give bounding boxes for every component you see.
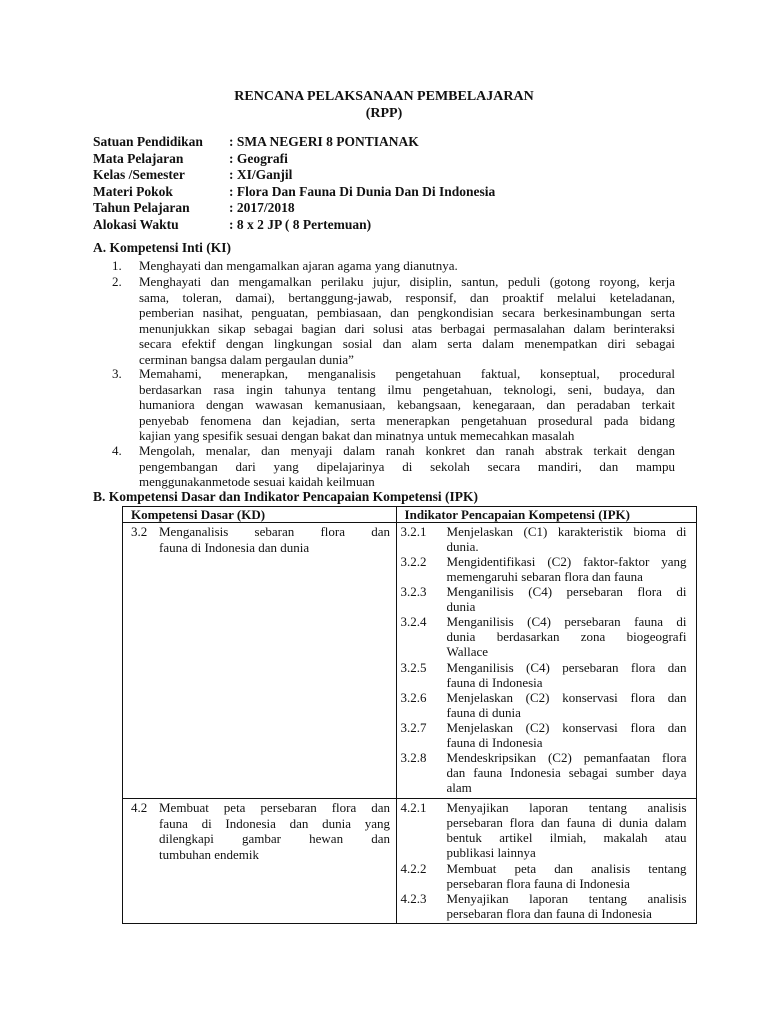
ipk-line: alam (446, 780, 472, 795)
ipk-text (447, 891, 687, 921)
ipk-line: Menjelaskan (C1) karakteristik bioma di (446, 524, 687, 539)
ki-line: berdasarkan rasa ingin tahunya tentang ilmu pengetahuan, teknologi, seni, budaya, dan (139, 381, 675, 397)
identity-row (93, 167, 495, 184)
document-title: RENCANA PELAKSANAAN PEMBELAJARAN (234, 89, 534, 104)
ki-line: Mengolah, menalar, dan menyaji dalam ranah konkret dan ranah abstrak terkait dengan (139, 443, 675, 458)
ki-line: Menghayati dan mengamalkan ajaran agama yang dianutnya. (139, 258, 458, 273)
section-b-heading: B. Kompetensi Dasar dan Indikator Pencapaian Kompetensi (IPK) (93, 489, 479, 504)
ki-line: humaniora dengan wawasan kemanusiaan, kebangsaan, kenegaraan, dan peradaban terkait (139, 397, 675, 413)
ki-line: secara efektif dengan lingkungan sosial dan alam serta dalam menempatkan diri sebagai (139, 336, 675, 352)
ipk-text (447, 720, 687, 750)
ipk-item (397, 660, 696, 690)
column-header-ipk: Indikator Pencapaian Kompetensi (IPK) (396, 507, 696, 523)
ipk-line: Wallace (446, 644, 489, 659)
identity-value: : Flora Dan Fauna Di Dunia Dan Di Indonesia (229, 183, 496, 199)
ipk-item (397, 750, 696, 796)
identity-label: Mata Pelajaran (93, 150, 184, 166)
identity-label: Satuan Pendidikan (93, 134, 203, 149)
ipk-code: 3.2.4 (400, 614, 427, 629)
identity-row (93, 200, 495, 217)
kd-code: 3.2 (131, 524, 148, 539)
ki-item (112, 366, 675, 444)
kd-code: 4.2 (131, 800, 148, 815)
kd-line: Membuat peta persebaran flora dan (159, 800, 390, 815)
kd-text (159, 800, 390, 862)
ki-number: 2. (112, 274, 122, 289)
ki-line: Memahami, menerapkan, menganalisis pengetahuan faktual, konseptual, procedural (139, 366, 675, 381)
ipk-line: dan fauna Indonesia sebagai sumber daya (446, 765, 687, 780)
ki-line: penyebab fenomena dan kejadian, serta menerapkan pengetahuan prosedural pada bidang (139, 412, 675, 428)
ipk-code: 4.2.1 (400, 800, 427, 815)
ipk-line: Menganilisis (C4) persebaran fauna di (446, 614, 687, 629)
identity-row (93, 151, 495, 168)
ipk-item (397, 690, 696, 720)
identity-value: : 2017/2018 (229, 200, 295, 215)
ipk-code: 3.2.6 (400, 690, 427, 705)
ipk-item (397, 554, 696, 584)
ipk-line: fauna di dunia (446, 705, 521, 720)
identity-row (93, 217, 495, 234)
ki-item (112, 443, 675, 490)
ipk-item (397, 861, 696, 891)
document-subtitle: (RPP) (365, 106, 403, 121)
ipk-line: dunia. (446, 539, 479, 554)
ipk-text (447, 554, 687, 584)
ipk-text (447, 614, 687, 659)
identity-value: : 8 x 2 JP ( 8 Pertemuan) (229, 216, 372, 232)
ipk-line: Menyajikan laporan tentang analisis (446, 800, 687, 815)
ki-line: sama, toleran, damai), bertanggung-jawab, responsif, dan proaktif melalui keteladanan, (139, 289, 675, 305)
ipk-item (397, 800, 696, 861)
identity-label: Kelas /Semester (93, 167, 185, 182)
ki-line: menunjukkan sikap sebagai bagian dari solusi atas berbagai permasalahan dalam berinteraksi (139, 320, 675, 336)
ki-item (112, 258, 675, 274)
ipk-code: 3.2.5 (400, 660, 427, 675)
ipk-line: fauna di Indonesia (446, 675, 543, 690)
ipk-text (447, 584, 687, 614)
ipk-cell (396, 799, 696, 924)
ki-line: menggunakanmetode sesuai kaidah keilmuan (139, 474, 375, 490)
ipk-line: dunia berdasarkan zona biogeografi (446, 629, 687, 644)
ki-line: Menghayati dan mengamalkan perilaku jujur, disiplin, santun, peduli (gotong royong, kerja (139, 274, 675, 289)
kd-line: tumbuhan endemik (159, 846, 260, 862)
ipk-line: fauna di Indonesia (446, 735, 543, 750)
kd-ipk-table (122, 506, 697, 924)
ipk-line: Menganilisis (C4) persebaran flora di (446, 584, 687, 599)
column-header-kd: Kompetensi Dasar (KD) (123, 507, 397, 523)
identity-value: : XI/Ganjil (229, 167, 293, 182)
kd-line: fauna di Indonesia dan dunia (159, 539, 310, 555)
identity-row (93, 184, 495, 201)
ipk-item (397, 524, 696, 554)
ipk-line: Menjelaskan (C2) konservasi flora dan (446, 690, 687, 705)
ipk-code: 3.2.3 (400, 584, 427, 599)
identity-block (93, 134, 495, 233)
ipk-code: 4.2.2 (400, 861, 427, 876)
ipk-line: persebaran flora fauna di Indonesia (446, 876, 630, 891)
identity-row (93, 134, 495, 151)
ipk-line: memengaruhi sebaran flora dan fauna (446, 569, 643, 584)
ipk-text (447, 524, 687, 554)
ipk-line: bentuk artikel ilmiah, makalah atau (446, 830, 687, 845)
identity-label: Alokasi Waktu (93, 216, 179, 232)
ipk-code: 3.2.7 (400, 720, 427, 735)
identity-label: Tahun Pelajaran (93, 200, 190, 215)
ki-text (139, 258, 675, 274)
ki-line: kajian yang spesifik sesuai dengan bakat dan minatnya untuk memecahkan masalah (139, 428, 575, 444)
ki-line: pemberian nasihat, penguatan, pembiasaan, dan pengkondisian secara berkesinambungan serta (139, 305, 675, 321)
kd-line: fauna di Indonesia dan dunia yang (159, 815, 390, 831)
ipk-line: publikasi lainnya (446, 845, 536, 860)
ipk-text (447, 750, 687, 795)
ipk-text (447, 660, 687, 690)
ki-number: 1. (112, 258, 122, 273)
ipk-line: Menganilisis (C4) persebaran flora dan (446, 660, 687, 675)
table-row (123, 523, 697, 799)
ki-item (112, 274, 675, 368)
kd-line: dilengkapi gambar hewan dan (159, 831, 390, 846)
ipk-code: 3.2.2 (400, 554, 427, 569)
ipk-line: dunia (446, 599, 476, 614)
table-row (123, 799, 697, 924)
ipk-text (447, 800, 687, 860)
identity-value: : Geografi (229, 150, 288, 166)
ipk-item (397, 891, 696, 921)
ipk-text (447, 690, 687, 720)
ki-number: 4. (112, 443, 122, 458)
kd-text (159, 524, 390, 555)
ki-text (139, 366, 675, 444)
section-a-heading: A. Kompetensi Inti (KI) (93, 240, 231, 255)
ipk-code: 3.2.1 (400, 524, 427, 539)
ki-text (139, 274, 675, 368)
ipk-text (447, 861, 687, 891)
ipk-line: Mengidentifikasi (C2) faktor-faktor yang (446, 554, 687, 569)
ipk-line: persebaran flora dan fauna di dunia dalam (446, 815, 687, 830)
ki-text (139, 443, 675, 490)
ki-line: cerminan bangsa dalam pergaulan dunia” (139, 351, 354, 367)
ipk-line: Menyajikan laporan tentang analisis (446, 891, 687, 906)
kd-line: Menganalisis sebaran flora dan (159, 524, 390, 539)
ipk-line: Mendeskripsikan (C2) pemanfaatan flora (446, 750, 687, 765)
ipk-cell (396, 523, 696, 799)
kd-cell (123, 799, 397, 924)
identity-label: Materi Pokok (93, 183, 173, 199)
table-header-row (123, 507, 697, 523)
ipk-line: Menjelaskan (C2) konservasi flora dan (446, 720, 687, 735)
ipk-item (397, 584, 696, 614)
ipk-item (397, 720, 696, 750)
ki-number: 3. (112, 366, 122, 381)
kd-cell (123, 523, 397, 799)
ipk-code: 4.2.3 (400, 891, 427, 906)
ipk-code: 3.2.8 (400, 750, 427, 765)
ipk-line: persebaran flora dan fauna di Indonesia (446, 906, 652, 921)
identity-value: : SMA NEGERI 8 PONTIANAK (229, 134, 419, 149)
ipk-line: Membuat peta dan analisis tentang (446, 861, 687, 876)
ki-line: pengembangan dari yang dipelajarinya di sekolah secara mandiri, dan mampu (139, 458, 675, 474)
ipk-item (397, 614, 696, 660)
